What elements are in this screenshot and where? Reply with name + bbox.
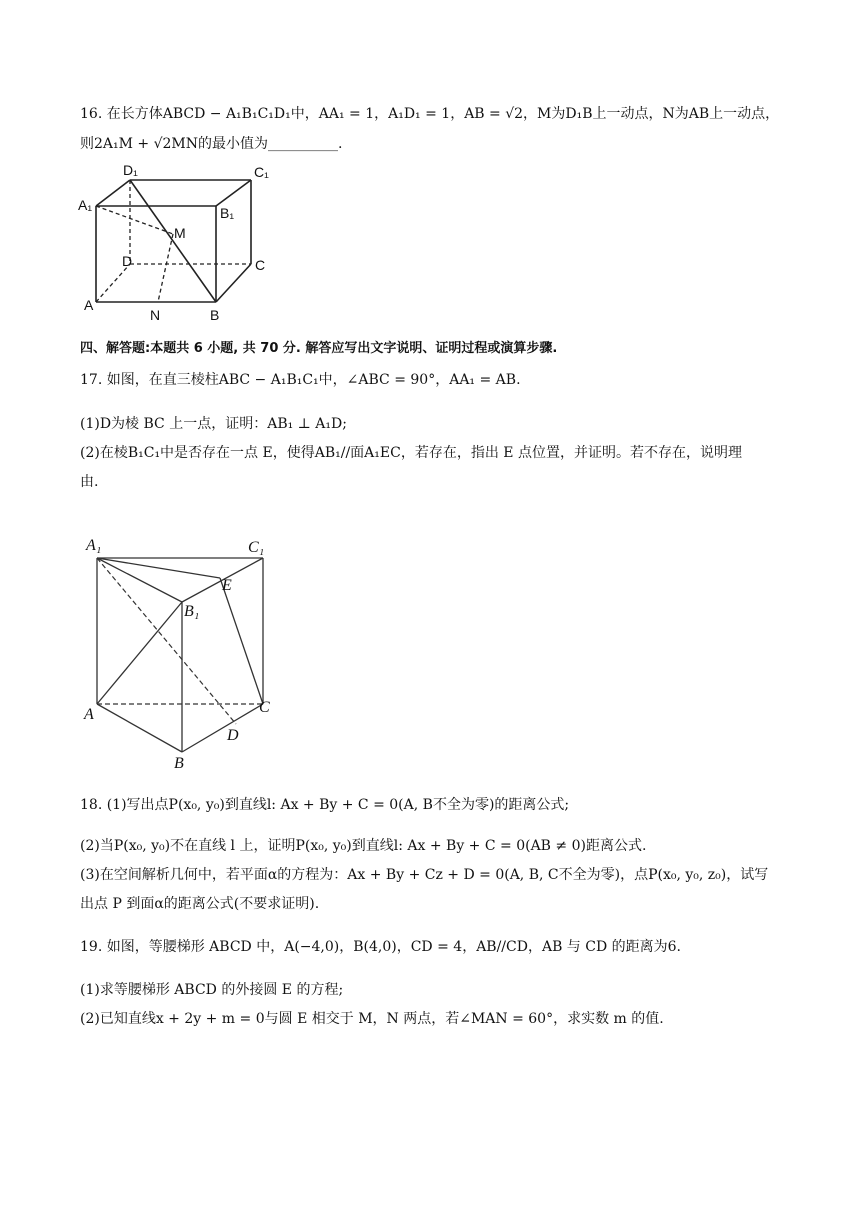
q18-part3-line1: (3)在空间解析几何中，若平面α的方程为：Ax + By + Cz + D = 0(A, B, C不全为零)，点P(x₀, y₀, z₀)，试写 — [80, 867, 769, 883]
q17-part2-line1: (2)在棱B₁C₁中是否存在一点 E，使得AB₁//面A₁EC，若存在，指出 E 点位置，并证明。若不存在，说明理 — [80, 445, 742, 461]
label-a: A — [84, 706, 94, 723]
edge-ab — [97, 704, 182, 752]
label-c1: C₁ — [248, 539, 265, 556]
q17-part1: (1)D为棱 BC 上一点，证明：AB₁ ⊥ A₁D; — [80, 416, 347, 432]
segment-a1m — [96, 206, 173, 234]
edge-bc — [182, 704, 263, 752]
hidden-segment-a1d — [97, 558, 236, 724]
hidden-edge-ad — [96, 264, 130, 302]
label-a: A — [84, 297, 94, 313]
label-b: B — [210, 307, 220, 323]
edge-bc — [216, 264, 251, 302]
label-c: C — [259, 699, 270, 716]
section4-heading: 四、解答题:本题共 6 小题, 共 70 分. 解答应写出文字说明、证明过程或演算步骤. — [80, 341, 558, 356]
label-a1: A₁ — [86, 537, 102, 554]
q16-line2: 则2A₁M + √2MN的最小值为__________. — [80, 136, 343, 152]
cuboid-figure — [78, 160, 298, 325]
segment-ab1 — [97, 602, 182, 704]
q19-line1: 19. 如图，等腰梯形 ABCD 中，A(−4,0)，B(4,0)，CD = 4，AB//CD，AB 与 CD 的距离为6. — [80, 939, 682, 955]
q17-part2-line2: 由. — [80, 474, 99, 490]
label-e: E — [222, 577, 232, 594]
diagonal-d1b — [130, 180, 216, 302]
label-b1: B₁ — [220, 205, 235, 221]
q18-part3-line2: 出点 P 到面α的距离公式(不要求证明). — [80, 896, 320, 912]
q19-part2: (2)已知直线x + 2y + m = 0与圆 E 相交于 M，N 两点，若∠MAN = 60°，求实数 m 的值. — [80, 1011, 664, 1027]
q18-part1: 18. (1)写出点P(x₀, y₀)到直线l: Ax + By + C = 0(A, B不全为零)的距离公式; — [80, 797, 570, 813]
label-a1: A₁ — [78, 197, 93, 213]
q17-line1: 17. 如图，在直三棱柱ABC − A₁B₁C₁中，∠ABC = 90°，AA₁ = AB. — [80, 372, 521, 388]
label-d: D — [122, 253, 133, 269]
label-c1: C₁ — [254, 164, 269, 180]
label-m: M — [174, 225, 186, 241]
label-c: C — [255, 257, 266, 273]
label-b1: B₁ — [184, 603, 200, 620]
segment-ec — [220, 578, 263, 704]
q18-part2: (2)当P(x₀, y₀)不在直线 l 上，证明P(x₀, y₀)到直线l: Ax + By + C = 0(AB ≠ 0)距离公式. — [80, 838, 647, 854]
q16-line1: 16. 在长方体ABCD − A₁B₁C₁D₁中，AA₁ = 1，A₁D₁ = 1，AB = √2，M为D₁B上一动点，N为AB上一动点， — [80, 106, 780, 122]
prism-figure — [80, 530, 290, 775]
edge-a1d1 — [96, 180, 130, 206]
label-d1: D₁ — [123, 162, 138, 178]
label-b: B — [174, 755, 184, 772]
segment-mn — [158, 234, 173, 302]
label-n: N — [150, 307, 161, 323]
edge-b1c1 — [216, 180, 251, 206]
q19-part1: (1)求等腰梯形 ABCD 的外接圆 E 的方程; — [80, 982, 344, 998]
label-d: D — [227, 727, 239, 744]
